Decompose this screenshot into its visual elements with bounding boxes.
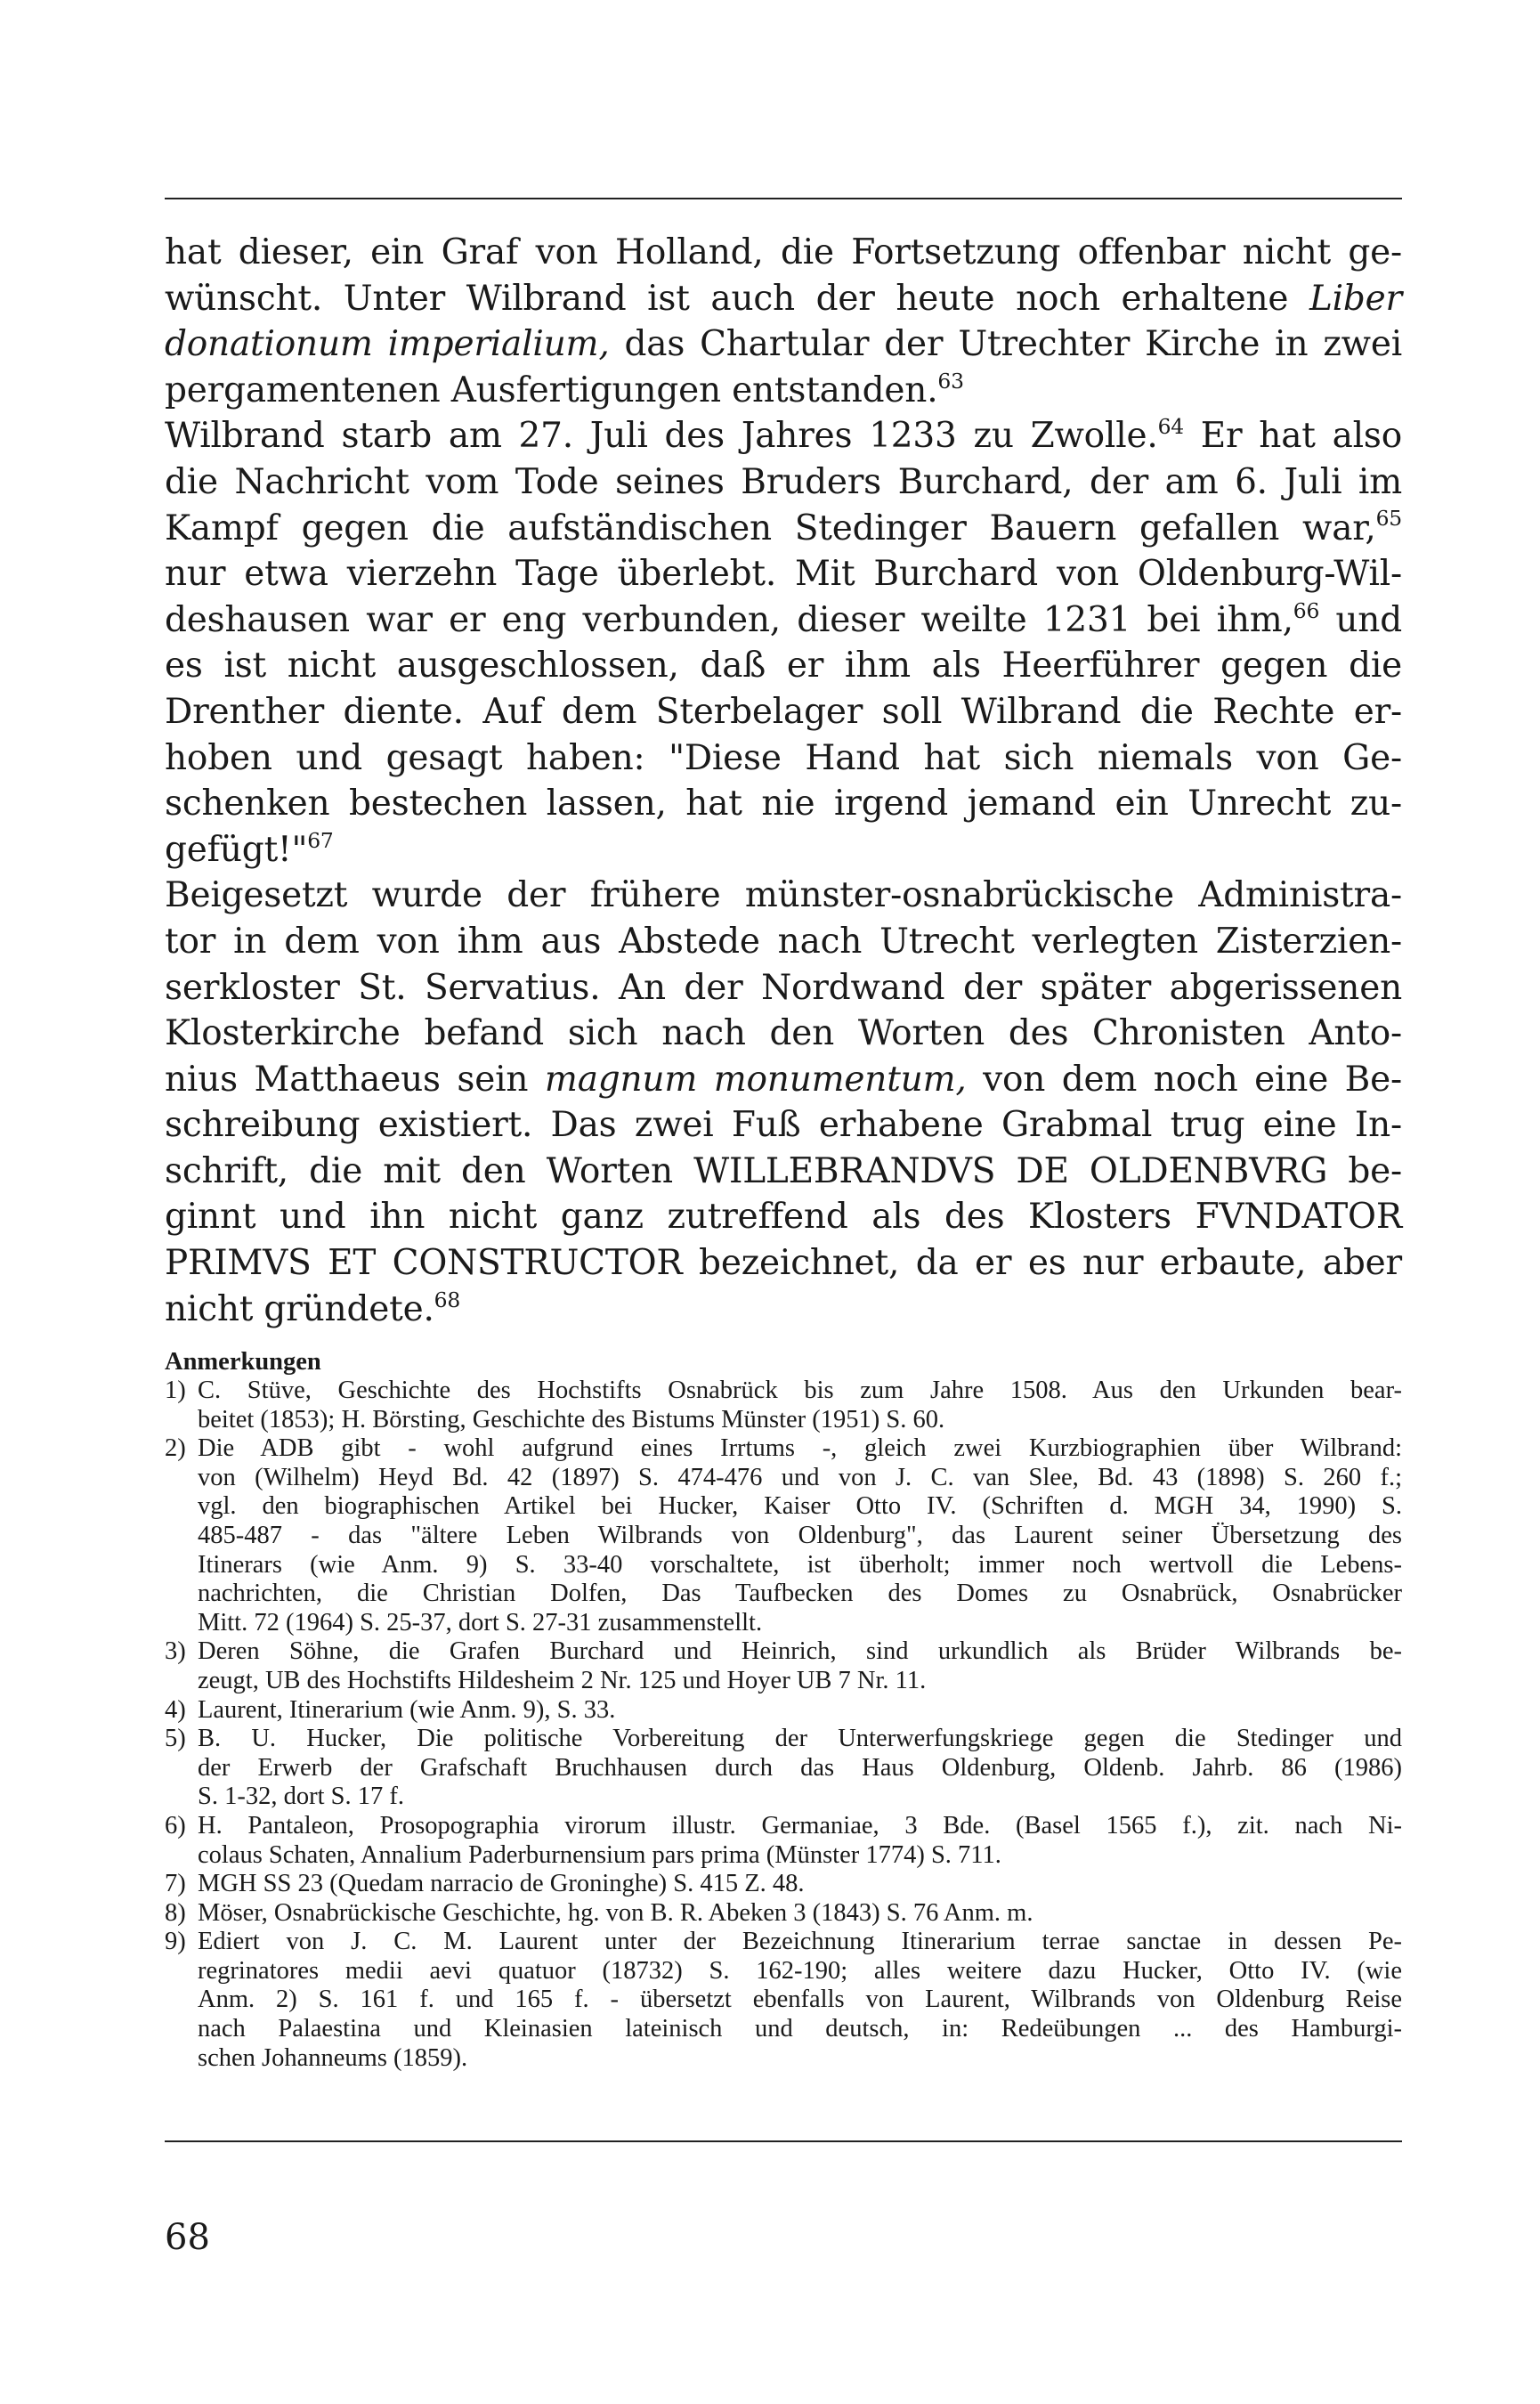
text-line — [165, 321, 1402, 368]
text-segment: deshausen war er eng verbunden, dieser weilte 1231 bei ihm, — [165, 599, 1293, 640]
footnote-number: 7) — [165, 1870, 186, 1898]
footnote-line: regrinatores medii aevi quatuor (18732) S. 162-190; alles weitere dazu Hucker, Otto IV. (wie — [198, 1956, 1402, 1985]
footnote-line: Mitt. 72 (1964) S. 25-37, dort S. 27-31 zusammenstellt. — [198, 1608, 763, 1637]
footnote-line: nachrichten, die Christian Dolfen, Das Taufbecken des Domes zu Osnabrück, Osnabrücker — [198, 1580, 1402, 1608]
text-segment: nur etwa vierzehn Tage überlebt. Mit Burchard von Oldenburg-Wil- — [165, 554, 1402, 595]
footnote — [165, 1725, 1402, 1812]
text-segment: das Chartular der Utrechter Kirche in zwei — [609, 324, 1403, 365]
footnote — [165, 1899, 1402, 1929]
text-segment: Kampf gegen die aufständischen Stedinger Bauern gefallen war, — [165, 508, 1376, 548]
text-line — [165, 413, 1402, 459]
text-segment: die Nachricht vom Tode seines Bruders Burchard, der am 6. Juli im — [165, 461, 1402, 502]
footnote-line: H. Pantaleon, Prosopographia virorum illustr. Germaniae, 3 Bde. (Basel 1565 f.), zit. nach Ni- — [198, 1811, 1402, 1840]
text-segment: schenken bestechen lassen, hat nie irgend jemand ein Unrecht zu- — [165, 784, 1402, 824]
text-line — [165, 551, 1402, 597]
text-line — [165, 1102, 1402, 1149]
footnote-number: 9) — [165, 1928, 186, 1956]
footnote-line: schen Johanneums (1859). — [198, 2043, 468, 2072]
text-segment: pergamentenen Ausfertigungen entstanden. — [165, 370, 938, 410]
footnote-ref: 66 — [1293, 597, 1320, 623]
text-line — [165, 368, 1402, 414]
italic-text: magnum monumentum, — [544, 1059, 967, 1100]
text-segment: PRIMVS ET CONSTRUCTOR bezeichnet, da er es nur erbaute, aber — [165, 1243, 1402, 1284]
footnote-number: 2) — [165, 1434, 186, 1463]
text-segment: serkloster St. Servatius. An der Nordwand der später abgerissenen — [165, 967, 1402, 1008]
footnote-number: 4) — [165, 1695, 186, 1724]
text-segment: Wilbrand starb am 27. Juli des Jahres 1233 zu Zwolle. — [165, 416, 1158, 457]
text-line — [165, 597, 1402, 644]
footnote-line: colaus Schaten, Annalium Paderburnensium pars prima (Münster 1774) S. 711. — [198, 1840, 1001, 1869]
footnote-ref: 63 — [937, 368, 964, 394]
text-segment: Klosterkirche befand sich nach den Worten des Chronisten Anto- — [165, 1013, 1402, 1054]
footnote — [165, 1928, 1402, 2073]
footnote-number: 5) — [165, 1725, 186, 1753]
italic-text: donationum imperialium, — [165, 324, 610, 365]
text-segment: nicht gründete. — [165, 1288, 434, 1329]
footnote-line: von (Wilhelm) Heyd Bd. 42 (1897) S. 474-476 und von J. C. van Slee, Bd. 43 (1898) S. 260 f.; — [198, 1463, 1402, 1491]
footnote-ref: 67 — [307, 827, 334, 853]
text-segment: nius Matthaeus sein — [165, 1059, 545, 1100]
footnote — [165, 1812, 1402, 1870]
text-segment: Drenther diente. Auf dem Sterbelager soll Wilbrand die Rechte er- — [165, 691, 1402, 732]
italic-text: Liber — [1309, 278, 1402, 319]
footnote-line: Möser, Osnabrückische Geschichte, hg. von B. R. Abeken 3 (1843) S. 76 Anm. m. — [198, 1898, 1033, 1927]
footnote-line: 485-487 - das "ältere Leben Wilbrands von Oldenburg", das Laurent seiner Übersetzung des — [198, 1521, 1402, 1549]
text-segment: ginnt und ihn nicht ganz zutreffend als des Klosters FVNDATOR — [165, 1197, 1402, 1238]
text-segment: tor in dem von ihm aus Abstede nach Utrecht verlegten Zisterzien- — [165, 921, 1402, 962]
text-segment: es ist nicht ausgeschlossen, daß er ihm als Heerführer gegen die — [165, 646, 1402, 686]
text-line — [165, 230, 1402, 276]
footnote-line: vgl. den biographischen Artikel bei Hucker, Kaiser Otto IV. (Schriften d. MGH 34, 1990) S. — [198, 1492, 1402, 1521]
footnote — [165, 1696, 1402, 1726]
text-line — [165, 965, 1402, 1011]
footnote-line: Itinerars (wie Anm. 9) S. 33-40 vorschaltete, ist überholt; immer noch wertvoll die Lebens- — [198, 1550, 1402, 1579]
text-segment: schrift, die mit den Worten WILLEBRANDVS DE OLDENBVRG be- — [165, 1150, 1402, 1191]
footnote-line: Die ADB gibt - wohl aufgrund eines Irrtums -, gleich zwei Kurzbiographien über Wilbrand: — [198, 1434, 1402, 1463]
text-line — [165, 689, 1402, 735]
text-segment: schreibung existiert. Das zwei Fuß erhabene Grabmal trug eine In- — [165, 1105, 1402, 1146]
text-line — [165, 919, 1402, 965]
text-line — [165, 781, 1402, 827]
text-line — [165, 1149, 1402, 1195]
footnote-line: nach Palaestina und Kleinasien lateinisch und deutsch, in: Redeübungen ... des Hamburgi- — [198, 2015, 1402, 2043]
footnote-number: 8) — [165, 1898, 186, 1927]
text-line — [165, 506, 1402, 552]
footnotes-heading: Anmerkungen — [165, 1348, 321, 1376]
footnote-line: der Erwerb der Grafschaft Bruchhausen durch das Haus Oldenburg, Oldenb. Jahrb. 86 (1986) — [198, 1753, 1402, 1782]
text-line — [165, 459, 1402, 506]
text-segment: hoben und gesagt haben: "Diese Hand hat sich niemals von Ge- — [165, 737, 1402, 778]
top-rule — [165, 198, 1402, 199]
footnote-ref: 68 — [434, 1287, 461, 1312]
footnote-line: Deren Söhne, die Grafen Burchard und Heinrich, sind urkundlich als Brüder Wilbrands be- — [198, 1637, 1402, 1666]
footnote — [165, 1637, 1402, 1695]
footnote-line: beitet (1853); H. Börsting, Geschichte des Bistums Münster (1951) S. 60. — [198, 1405, 945, 1433]
footnote-line: Laurent, Itinerarium (wie Anm. 9), S. 33. — [198, 1695, 616, 1724]
footnote-line: B. U. Hucker, Die politische Vorbereitung der Unterwerfungskriege gegen die Stedinger und — [198, 1725, 1402, 1753]
text-segment: Er hat also — [1183, 416, 1402, 457]
footnote-line: Anm. 2) S. 161 f. und 165 f. - übersetzt ebenfalls von Laurent, Wilbrands von Oldenburg Reise — [198, 1986, 1402, 2014]
footnote-line: MGH SS 23 (Quedam narracio de Groninghe) S. 415 Z. 48. — [198, 1870, 805, 1898]
footnotes — [165, 1347, 1402, 2073]
text-line — [165, 1287, 1402, 1333]
text-segment: wünscht. Unter Wilbrand ist auch der heute noch erhaltene — [165, 278, 1309, 319]
text-line — [165, 276, 1402, 322]
text-segment: Beigesetzt wurde der frühere münster-osnabrückische Administra- — [165, 875, 1402, 916]
text-segment: und — [1319, 599, 1402, 640]
text-line — [165, 735, 1402, 782]
footnote-line: S. 1-32, dort S. 17 f. — [198, 1783, 404, 1811]
text-line — [165, 643, 1402, 689]
text-line — [165, 1194, 1402, 1240]
text-line — [165, 1057, 1402, 1103]
text-segment: von dem noch eine Be- — [966, 1059, 1403, 1100]
footnote-number: 1) — [165, 1377, 186, 1404]
text-segment: hat dieser, ein Graf von Holland, die Fortsetzung offenbar nicht ge- — [165, 232, 1402, 272]
text-segment: gefügt!" — [165, 829, 308, 870]
text-line — [165, 1011, 1402, 1057]
page-number: 68 — [165, 2217, 210, 2258]
footnote-ref: 65 — [1375, 506, 1402, 532]
footnote — [165, 1377, 1402, 1434]
text-line — [165, 827, 1402, 873]
footnote-number: 3) — [165, 1637, 186, 1666]
body-text — [165, 230, 1402, 1332]
footnote-ref: 64 — [1157, 414, 1184, 440]
bottom-rule — [165, 2140, 1402, 2142]
footnote — [165, 1870, 1402, 1899]
footnote-line: C. Stüve, Geschichte des Hochstifts Osnabrück bis zum Jahre 1508. Aus den Urkunden bear- — [198, 1377, 1402, 1404]
footnote — [165, 1434, 1402, 1637]
text-line — [165, 1240, 1402, 1287]
text-line — [165, 873, 1402, 919]
footnote-line: zeugt, UB des Hochstifts Hildesheim 2 Nr. 125 und Hoyer UB 7 Nr. 11. — [198, 1666, 927, 1694]
footnote-number: 6) — [165, 1811, 186, 1840]
footnotes-list — [165, 1377, 1402, 2073]
footnote-line: Ediert von J. C. M. Laurent unter der Bezeichnung Itinerarium terrae sanctae in dessen Pe- — [198, 1928, 1402, 1956]
